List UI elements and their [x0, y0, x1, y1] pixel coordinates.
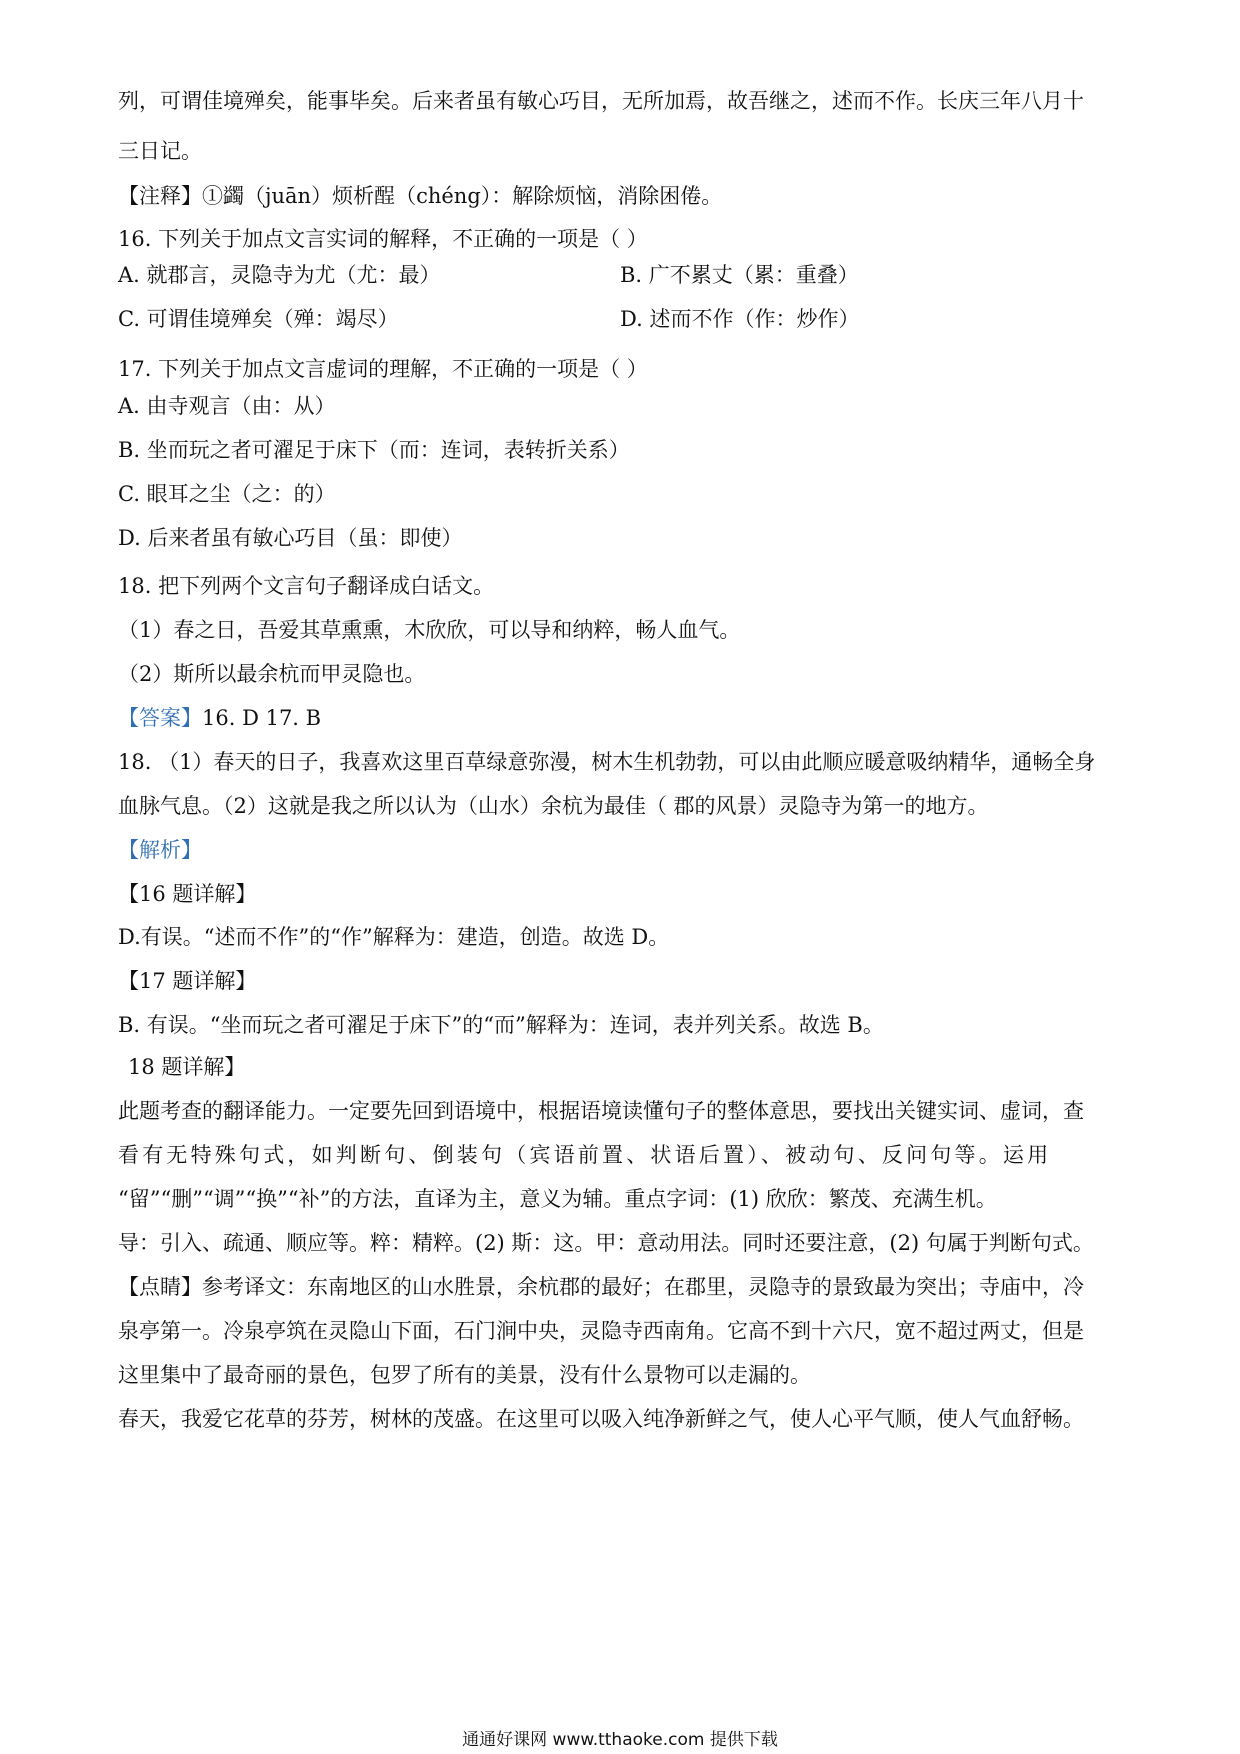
answer-text: 16. D 17. B — [202, 706, 322, 730]
page-footer: 通通好课网 www.tthaoke.com 提供下载 — [462, 1730, 778, 1750]
dianjing-line-3: 这里集中了最奇丽的景色，包罗了所有的美景，没有什么景物可以走漏的。 — [118, 1363, 811, 1387]
answer-18-line-2: 血脉气息。（2）这就是我之所以认为（山水）余杭为最佳（ 郡的风景）灵隐寺为第一的地方。 — [118, 794, 989, 818]
question-17-option-c: C. 眼耳之尘（之：的） — [118, 482, 336, 506]
annotation-note: 【注释】①蠲（juān）烦析酲（chéng）：解除烦恼，消除困倦。 — [118, 184, 723, 208]
question-18-sentence-1: （1）春之日，吾爱其草熏熏，木欣欣，可以导和纳粹，畅人血气。 — [118, 618, 741, 642]
question-17-option-a: A. 由寺观言（由：从） — [118, 394, 336, 418]
question-16-option-a: A. 就郡言，灵隐寺为尤（尤：最） — [118, 263, 441, 287]
question-17-option-d: D. 后来者虽有敏心巧目（虽：即使） — [118, 526, 463, 550]
question-17-stem: 17. 下列关于加点文言虚词的理解，不正确的一项是（ ） — [118, 357, 648, 381]
answer-label: 【答案】 — [118, 706, 202, 730]
analysis-detail-18-line-2: 看有无特殊句式，如判断句、倒装句（宾语前置、状语后置）、被动句、反问句等。运用 — [118, 1143, 1052, 1167]
question-16-option-d: D. 述而不作（作：炒作） — [620, 307, 860, 331]
analysis-detail-18-line-4: 导：引入、疏通、顺应等。粹：精粹。(2) 斯：这。甲：意动用法。同时还要注意，(2) 句属于判断句式。 — [118, 1231, 1094, 1255]
answer-line — [118, 703, 321, 733]
dianjing-line-2: 泉亭第一。冷泉亭筑在灵隐山下面，石门涧中央，灵隐寺西南角。它高不到十六尺，宽不超过两丈，但是 — [118, 1319, 1084, 1343]
question-16-option-c: C. 可谓佳境殚矣（殚：竭尽） — [118, 307, 399, 331]
analysis-detail-16: D.有误。“述而不作”的“作”解释为：建造，创造。故选 D。 — [118, 925, 670, 949]
analysis-detail-17: B. 有误。“坐而玩之者可濯足于床下”的“而”解释为：连词，表并列关系。故选 B。 — [118, 1013, 884, 1037]
analysis-heading-17: 【17 题详解】 — [118, 969, 257, 993]
analysis-heading-16: 【16 题详解】 — [118, 882, 257, 906]
answer-18-line-1: 18. （1）春天的日子，我喜欢这里百草绿意弥漫，树木生机勃勃，可以由此顺应暖意吸纳精华，通畅全身 — [118, 750, 1096, 774]
analysis-detail-18-line-3: “留”“删”“调”“换”“补”的方法，直译为主，意义为辅。重点字词：(1) 欣欣：繁茂、充满生机。 — [118, 1187, 997, 1211]
question-17-option-b: B. 坐而玩之者可濯足于床下（而：连词，表转折关系） — [118, 438, 630, 462]
dianjing-line-1: 【点睛】参考译文：东南地区的山水胜景，余杭郡的最好；在郡里，灵隐寺的景致最为突出；寺庙中，冷 — [118, 1275, 1084, 1299]
question-18-stem: 18. 把下列两个文言句子翻译成白话文。 — [118, 574, 495, 598]
question-18-sentence-2: （2）斯所以最余杭而甲灵隐也。 — [118, 662, 426, 686]
dianjing-line-4: 春天，我爱它花草的芬芳，树林的茂盛。在这里可以吸入纯净新鲜之气，使人心平气顺，使人气血舒畅。 — [118, 1407, 1084, 1431]
analysis-label: 【解析】 — [118, 838, 202, 862]
passage-line-1: 列，可谓佳境殚矣，能事毕矣。后来者虽有敏心巧目，无所加焉，故吾继之，述而不作。长庆三年八月十 — [118, 89, 1084, 113]
question-16-stem: 16. 下列关于加点文言实词的解释，不正确的一项是（ ） — [118, 227, 648, 251]
analysis-detail-18-line-1: 此题考查的翻译能力。一定要先回到语境中，根据语境读懂句子的整体意思，要找出关键实词、虚词，查 — [118, 1099, 1084, 1123]
passage-line-2: 三日记。 — [118, 139, 202, 163]
analysis-heading-18: 18 题详解】 — [128, 1055, 246, 1079]
question-16-option-b: B. 广不累丈（累：重叠） — [620, 263, 859, 287]
